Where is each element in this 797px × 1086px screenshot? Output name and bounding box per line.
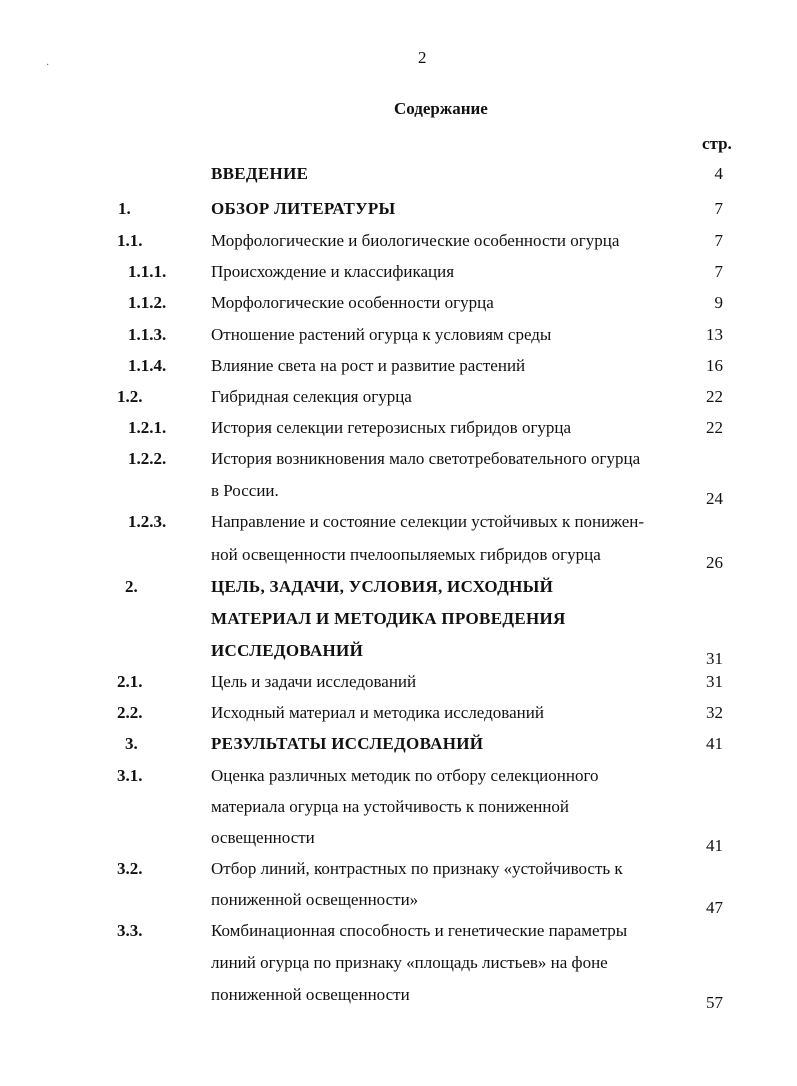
toc-entry-page: 57 — [706, 993, 723, 1012]
toc-entry-text: пониженной освещенности» — [211, 890, 419, 909]
toc-entry-number: 1.1.3. — [128, 325, 167, 344]
toc-entry-number: 2.1. — [117, 672, 143, 691]
toc-entry-number: 1.1.1. — [128, 262, 167, 281]
toc-entry-page: 7 — [714, 199, 723, 218]
page-number: 2 — [418, 48, 427, 67]
toc-entry-number: 1.2.2. — [128, 449, 167, 468]
toc-entry-text: История селекции гетерозисных гибридов огурца — [211, 418, 572, 437]
toc-entry-text: Происхождение и классификация — [211, 262, 455, 281]
toc-entry-page: 41 — [706, 836, 723, 855]
toc-entry-text: Комбинационная способность и генетические параметры — [211, 921, 628, 940]
toc-entry-number: 1.1.4. — [128, 356, 167, 375]
toc-entry-number: 3.2. — [117, 859, 143, 878]
toc-entry-number: 3.3. — [117, 921, 143, 940]
toc-entry-text: Отбор линий, контрастных по признаку «устойчивость к — [211, 859, 623, 878]
toc-entry-text: История возникновения мало светотребовательного огурца — [211, 449, 641, 468]
toc-entry-text: ИССЛЕДОВАНИЙ — [211, 641, 364, 660]
toc-entry-page: 13 — [706, 325, 723, 344]
toc-entry-text: освещенности — [211, 828, 315, 847]
toc-entry-number: 3. — [125, 734, 138, 753]
toc-entry-text: Гибридная селекция огурца — [211, 387, 412, 406]
toc-entry-number: 1.1.2. — [128, 293, 167, 312]
toc-entry-page: 22 — [706, 418, 723, 437]
toc-entry-page: 24 — [706, 489, 723, 508]
toc-entry-text: Морфологические и биологические особенности огурца — [211, 231, 620, 250]
toc-entry-number: 1.2.3. — [128, 512, 167, 531]
toc-entry-page: 7 — [714, 262, 723, 281]
toc-entry-text: материала огурца на устойчивость к пониженной — [211, 797, 570, 816]
toc-entry-text: пониженной освещенности — [211, 985, 410, 1004]
toc-entry-number: 1.2. — [117, 387, 143, 406]
toc-entry-text: в России. — [211, 481, 279, 500]
toc-entry-text: ОБЗОР ЛИТЕРАТУРЫ — [211, 199, 396, 218]
toc-entry-page: 4 — [714, 164, 723, 183]
toc-entry-page: 9 — [714, 293, 723, 312]
toc-entry-text: Оценка различных методик по отбору селекционного — [211, 766, 599, 785]
toc-entry-page: 47 — [706, 898, 723, 917]
toc-entry-number: 2.2. — [117, 703, 143, 722]
toc-entry-text: МАТЕРИАЛ И МЕТОДИКА ПРОВЕДЕНИЯ — [211, 609, 566, 628]
toc-entry-text: Отношение растений огурца к условиям среды — [211, 325, 552, 344]
toc-entry-text: Исходный материал и методика исследований — [211, 703, 544, 722]
toc-entry-text: РЕЗУЛЬТАТЫ ИССЛЕДОВАНИЙ — [211, 734, 484, 753]
scan-mark: · — [46, 60, 50, 71]
page-column-label: стр. — [702, 134, 732, 153]
toc-entry-page: 41 — [706, 734, 723, 753]
toc-entry-text: Цель и задачи исследований — [211, 672, 417, 691]
toc-entry-page: 31 — [706, 649, 723, 668]
toc-entry-page: 31 — [706, 672, 723, 691]
toc-entry-page: 16 — [706, 356, 723, 375]
toc-title: Содержание — [394, 99, 488, 118]
toc-entry-page: 32 — [706, 703, 723, 722]
toc-entry-text: Направление и состояние селекции устойчивых к понижен- — [211, 512, 645, 531]
toc-entry-text: ной освещенности пчелоопыляемых гибридов огурца — [211, 545, 601, 564]
toc-entry-number: 3.1. — [117, 766, 143, 785]
toc-entry-number: 1.1. — [117, 231, 143, 250]
toc-entry-number: 2. — [125, 577, 138, 596]
toc-entry-page: 7 — [714, 231, 723, 250]
toc-entry-text: Морфологические особенности огурца — [211, 293, 494, 312]
toc-entry-text: Влияние света на рост и развитие растений — [211, 356, 526, 375]
toc-entry-number: 1.2.1. — [128, 418, 167, 437]
toc-entry-page: 22 — [706, 387, 723, 406]
toc-entry-number: 1. — [118, 199, 131, 218]
toc-entry-text: ЦЕЛЬ, ЗАДАЧИ, УСЛОВИЯ, ИСХОДНЫЙ — [211, 577, 554, 596]
toc-entry-text: ВВЕДЕНИЕ — [211, 164, 309, 183]
toc-entry-page: 26 — [706, 553, 723, 572]
toc-entry-text: линий огурца по признаку «площадь листьев» на фоне — [211, 953, 608, 972]
